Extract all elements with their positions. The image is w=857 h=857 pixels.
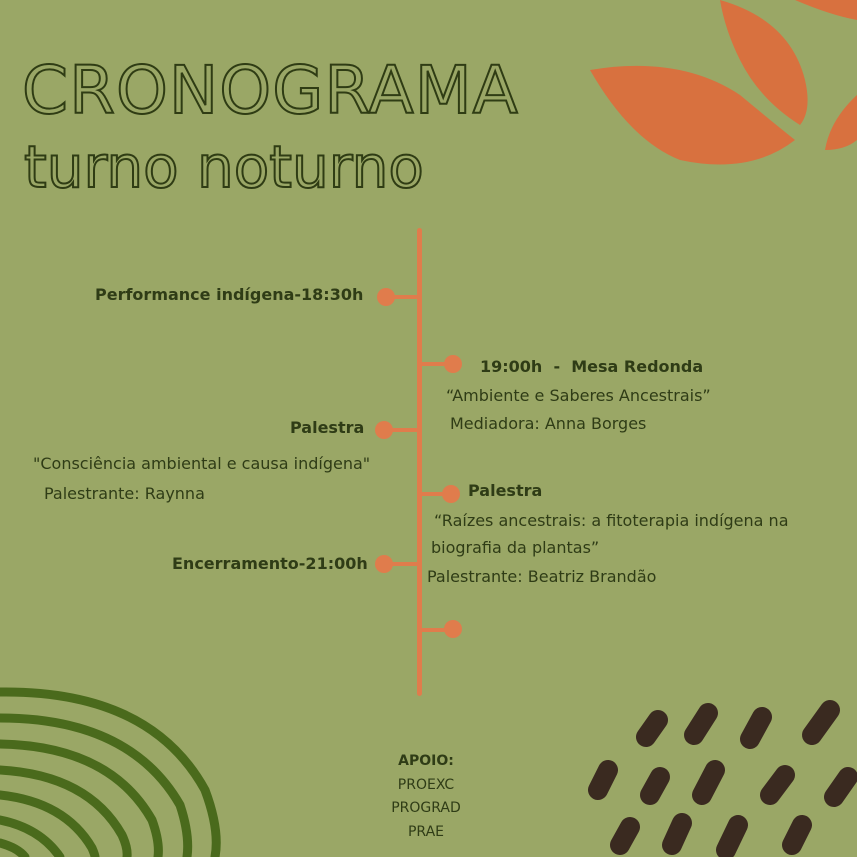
apoio-section: [360, 750, 492, 844]
event-mesa-redonda-speaker: Mediadora: Anna Borges: [450, 414, 647, 433]
event-mesa-redonda-title: 19:00h - Mesa Redonda: [480, 357, 704, 376]
leaf-decoration: [560, 0, 857, 200]
event-palestra2-speaker: Palestrante: Beatriz Brandão: [427, 567, 657, 586]
timeline-dot: [444, 620, 462, 638]
apoio-heading: APOIO:: [398, 753, 454, 769]
event-palestra-speaker: Palestrante: Raynna: [44, 484, 205, 503]
rings-decoration: [0, 680, 260, 857]
timeline-dot: [375, 421, 393, 439]
timeline-dot: [442, 485, 460, 503]
event-encerramento-title: Encerramento-21:00h: [172, 554, 368, 573]
timeline-dot: [444, 355, 462, 373]
apoio-item: PROGRAD: [391, 800, 461, 816]
page-title: CRONOGRAMA: [22, 52, 519, 129]
page-subtitle: turno noturno: [24, 133, 424, 201]
apoio-item: PROEXC: [397, 776, 455, 793]
event-palestra2-topic-line1: “Raízes ancestrais: a fitoterapia indígena na: [434, 511, 789, 530]
event-palestra2-topic-line2: biografia da plantas”: [431, 538, 600, 557]
apoio-item: PRAE: [407, 823, 445, 840]
event-mesa-redonda-topic: “Ambiente e Saberes Ancestrais”: [446, 386, 711, 405]
event-palestra2-title: Palestra: [468, 481, 543, 500]
timeline-dot: [375, 555, 393, 573]
pills-decoration: [580, 695, 857, 857]
timeline-dot: [377, 288, 395, 306]
event-palestra-title: Palestra: [290, 418, 365, 437]
event-performance-title: Performance indígena-18:30h: [95, 285, 364, 304]
event-palestra-topic: "Consciência ambiental e causa indígena": [33, 454, 371, 473]
